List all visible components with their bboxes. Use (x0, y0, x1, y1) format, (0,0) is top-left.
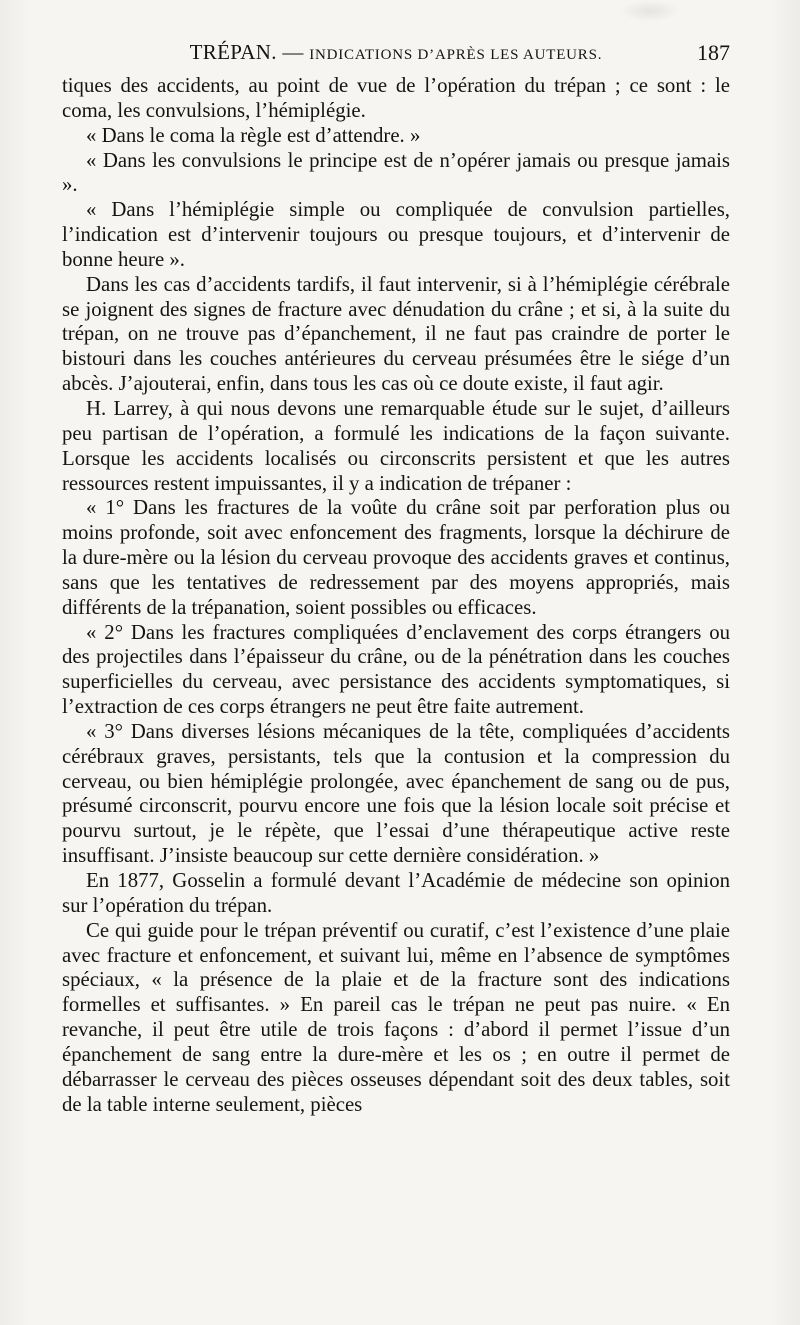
paragraph-continuation: tiques des accidents, au point de vue de l’opération du trépan ; ce sont : le coma, les convulsions, l’hémiplégie. (62, 74, 730, 122)
paragraph-hemiplegie: « Dans l’hémiplégie simple ou compliquée de convulsion partielles, l’indication est d’intervenir toujours ou presque toujours, et d’intervenir de bonne heure ». (62, 198, 730, 271)
running-head-subtitle: INDICATIONS D’APRÈS LES AUTEURS. (309, 47, 603, 63)
paragraph-convulsions: « Dans les convulsions le principe est de n’opérer jamais ou presque jamais ». (62, 148, 730, 197)
paragraph-trepan-preventif: Ce qui guide pour le trépan préventif ou curatif, c’est l’existence d’une plaie avec fracture et enfoncement, et suivant lui, même en l’absence de symptômes spéciaux, « la présence de la plaie et de la fracture sont des indications formelles et suffisantes. » En pareil cas le trépan ne peut pas nuire. « En revanche, il peut être utile de trois façons : d’abord il permet l’issue d’un épanchement de sang entre la dure-mère et les os ; en outre il permet de débarrasser le cerveau des pièces osseuses dépendant soit des deux tables, soit de la table interne seulement, pièces (62, 918, 730, 1116)
paragraph-accidents-tardifs: Dans les cas d’accidents tardifs, il faut intervenir, si à l’hémiplégie cérébrale se joignent des signes de fracture avec dénudation du crâne ; et si, à la suite du trépan, on ne trouve pas d’épanchement, il ne faut pas craindre de porter le bistouri dans les couches antérieures du cerveau présumées être le siége d’un abcès. J’ajouterai, enfin, dans tous les cas où ce doute existe, il faut agir. (62, 272, 730, 396)
paragraph-indication-2: « 2° Dans les fractures compliquées d’enclavement des corps étrangers ou des projectiles dans l’épaisseur du crâne, ou de la pénétration dans les couches superficielles du cerveau, avec persistance des accidents symptomatiques, si l’extraction de ces corps étrangers ne peut être faite autrement. (62, 620, 730, 719)
page-header (62, 40, 730, 68)
running-head-title: TRÉPAN. — (189, 40, 304, 64)
page-smudge (620, 0, 680, 22)
page-number: 187 (697, 40, 730, 65)
paragraph-gosselin: En 1877, Gosselin a formulé devant l’Académie de médecine son opinion sur l’opération du trépan. (62, 869, 730, 917)
paragraph-indication-1: « 1° Dans les fractures de la voûte du crâne soit par perforation plus ou moins profonde, soit avec enfoncement des fragments, lorsque la déchirure de la dure-mère ou la lésion du cerveau provoque des accidents graves et continus, sans que les tentatives de redressement par des moyens appropriés, mais différents de la trépanation, soient possibles ou efficaces. (62, 496, 730, 619)
paragraph-coma: « Dans le coma la règle est d’attendre. » (86, 123, 421, 147)
paragraph-indication-3: « 3° Dans diverses lésions mécaniques de la tête, compliquées d’accidents cérébraux graves, persistants, tels que la contusion et la compression du cerveau, ou bien hémiplégie prolongée, avec épanchement de sang ou de pus, présumé circonscrit, pourvu encore une fois que la lésion locale soit précise et pourvu surtout, je le répète, que l’essai d’une thérapeutique active reste insuffisant. J’insiste beaucoup sur cette dernière considération. » (62, 719, 730, 868)
running-head (62, 40, 730, 65)
body-text (62, 74, 730, 1117)
paragraph-larrey: H. Larrey, à qui nous devons une remarquable étude sur le sujet, d’ailleurs peu partisan de l’opération, a formulé les indications de la façon suivante. Lorsque les accidents localisés ou circonscrits persistent et que les autres ressources restent impuissantes, il y a indication de trépaner : (62, 396, 730, 495)
